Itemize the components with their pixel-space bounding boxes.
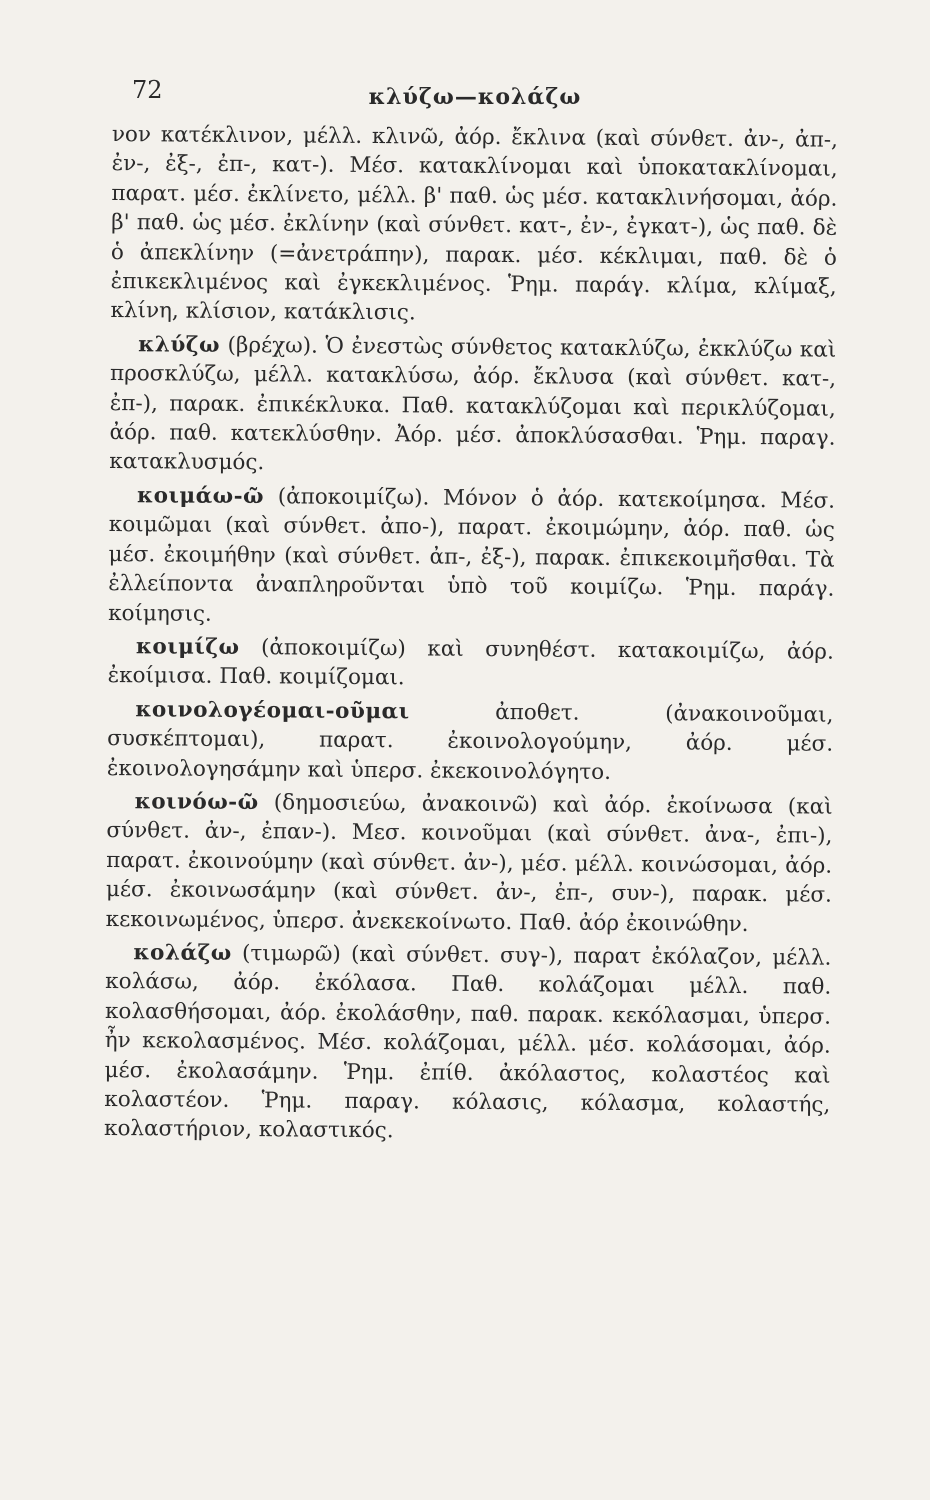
entry-lemma: κοινολογέομαι-οῦμαι xyxy=(135,696,410,725)
entry-text: ἀποθετ. (ἀνακοινοῦμαι, συσκέπτομαι), παρατ. ἐκοινολογούμην, ἀόρ. μέσ. ἐκοινολογησάμην καὶ ὑπερσ. ἐκεκοινολόγητο. xyxy=(106,699,834,785)
page-number: 72 xyxy=(132,76,163,104)
entry-text: (δημοσιεύω, ἀνακοινῶ) καὶ ἀόρ. ἐκοίνωσα (καὶ σύνθετ. ἀν-, ἐπαν-). Μεσ. κοινοῦμαι (καὶ σύνθετ. ἀνα-, ἐπι-), παρατ. ἐκοινούμην (καὶ σύνθετ. ἀν-), μέσ. μέλλ. κοινώσομαι, ἀόρ. μέσ. ἐκοινωσάμην (καὶ σύνθετ. ἀν-, ἐπ-, συν-), παρακ. μέσ. κεκοινωμένος, ὑπερσ. ἀνεκεκοίνωτο. Παθ. ἀόρ ἐκοινώθην. xyxy=(105,790,833,937)
running-head: κλύζω—κολάζω xyxy=(368,84,582,110)
entry-text: (βρέχω). Ὁ ἐνεστὼς σύνθετος κατακλύζω, ἐκκλύζω καὶ προσκλύζω, μέλλ. κατακλύσω, ἀόρ. ἔκλυσα (καὶ σύνθετ. κατ-, ἐπ-), παρακ. ἐπικέκλυκα. Παθ. κατακλύζομαι καὶ περικλύζομαι, ἀόρ. παθ. κατεκλύσθην. Ἀόρ. μέσ. ἀποκλύσασθαι. Ῥημ. παραγ. κατακλυσμός. xyxy=(109,332,837,476)
dictionary-entry xyxy=(107,695,834,789)
dictionary-entry xyxy=(106,787,833,940)
entry-text: νον κατέκλινον, μέλλ. κλινῶ, ἀόρ. ἔκλινα (καὶ σύνθετ. ἀν-, ἀπ-, ἐν-, ἐξ-, ἐπ-, κατ-). Μέσ. κατακλίνομαι καὶ ὑποκατακλίνομαι, παρατ. μέσ. ἐκλίνετο, μέλλ. β' παθ. ὡς μέσ. κατακλινήσομαι, ἀόρ. β' παθ. ὡς μέσ. ἐκλίνην (καὶ σύνθετ. κατ-, ἐν-, ἐγκατ-), ὡς παθ. δὲ ὁ ἀπεκλίνην (=ἀνετράπην), παρακ. μέσ. κέκλιμαι, παθ. δὲ ὁ ἐπικεκλιμένος καὶ ἐγκεκλιμένος. Ῥημ. παράγ. κλίμα, κλίμαξ, κλίνη, κλίσιον, κατάκλισις. xyxy=(110,121,838,326)
entry-text: (ἀποκοιμίζω). Μόνον ὁ ἀόρ. κατεκοίμησα. Μέσ. κοιμῶμαι (καὶ σύνθετ. ἀπο-), παρατ. ἐκοιμώμην, ἀόρ. παθ. ὡς μέσ. ἐκοιμήθην (καὶ σύνθετ. ἀπ-, ἐξ-), παρακ. ἐπικεκοιμῆσθαι. Τὰ ἐλλείποντα ἀναπληροῦνται ὑπὸ τοῦ κοιμίζω. Ῥημ. παράγ. κοίμησις. xyxy=(108,484,836,627)
dictionary-entry xyxy=(108,632,834,697)
dictionary-entry xyxy=(108,481,835,634)
dictionary-entry xyxy=(104,938,832,1150)
entry-lemma: κοιμάω-ῶ xyxy=(136,483,265,510)
dictionary-entry xyxy=(109,330,836,483)
entry-text: (τιμωρῶ) (καὶ σύνθετ. συγ-), παρατ ἐκόλαζον, μέλλ. κολάσω, ἀόρ. ἐκόλασα. Παθ. κολάζομαι μέλλ. παθ. κολασθήσομαι, ἀόρ. ἐκολάσθην, παθ. παρακ. κεκόλασμαι, ὑπερσ. ἦν κεκολασμένος. Μέσ. κολάζομαι, μέλλ. μέσ. κολάσομαι, ἀόρ. μέσ. ἐκολασάμην. Ῥημ. ἐπίθ. ἀκόλαστος, κολαστέος καὶ κολαστέον. Ῥημ. παραγ. κόλασις, κόλασμα, κολαστής, κολαστήριον, κολαστικός. xyxy=(103,941,832,1144)
entry-lemma: κολάζω xyxy=(133,940,232,966)
entry-text: (ἀποκοιμίζω) καὶ συνηθέστ. κατακοιμίζω, ἀόρ. ἐκοίμισα. Παθ. κοιμίζομαι. xyxy=(107,635,834,691)
entry-lemma: κλύζω xyxy=(138,332,221,358)
page-body xyxy=(104,120,838,1149)
entry-lemma: κοινόω-ῶ xyxy=(134,789,259,816)
entry-lemma: κοιμίζω xyxy=(135,634,240,660)
dictionary-entry-continuation xyxy=(110,120,838,332)
page-header xyxy=(112,70,838,120)
